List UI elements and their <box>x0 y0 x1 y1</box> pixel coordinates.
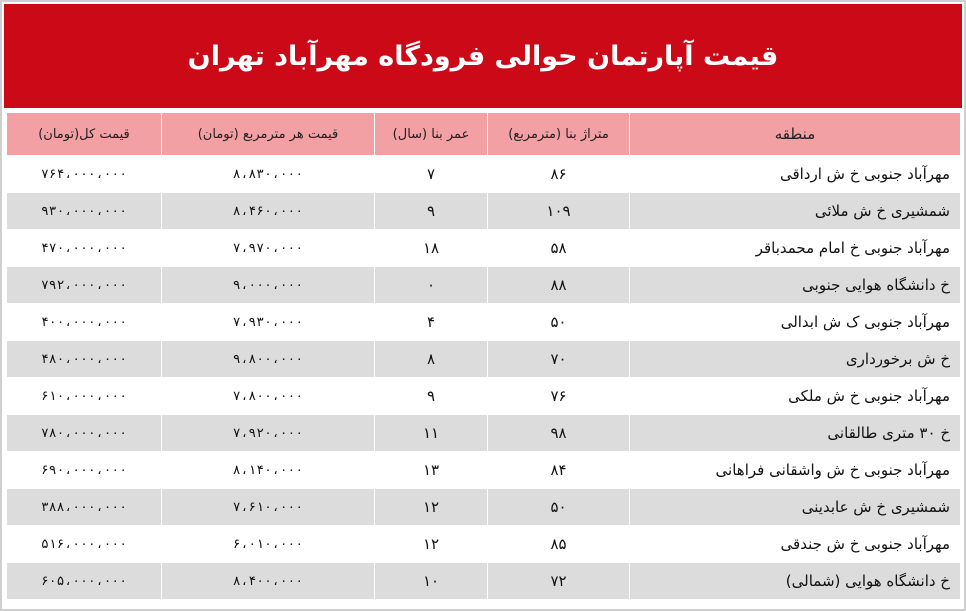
age-cell: ۹ <box>375 378 488 415</box>
table-row <box>7 526 961 563</box>
area-cell: خ ۳۰ متری طالقانی <box>630 415 961 452</box>
area-cell: خ دانشگاه هوایی (شمالی) <box>630 563 961 600</box>
age-cell: ۹ <box>375 193 488 230</box>
price-per-m2-cell: ۸،۴۶۰،۰۰۰ <box>162 193 375 230</box>
total-price-cell: ۶۹۰،۰۰۰،۰۰۰ <box>7 452 162 489</box>
area-cell: مهرآباد جنوبی ک ش ابدالی <box>630 304 961 341</box>
total-price-cell: ۷۶۴،۰۰۰،۰۰۰ <box>7 156 162 193</box>
area-cell: شمشیری خ ش ملائی <box>630 193 961 230</box>
price-per-m2-cell: ۷،۶۱۰،۰۰۰ <box>162 489 375 526</box>
total-price-cell: ۶۰۵،۰۰۰،۰۰۰ <box>7 563 162 600</box>
size-cell: ۸۵ <box>488 526 630 563</box>
total-price-cell: ۴۷۰،۰۰۰،۰۰۰ <box>7 230 162 267</box>
size-cell: ۸۸ <box>488 267 630 304</box>
table-row <box>7 489 961 526</box>
price-per-m2-cell: ۹،۰۰۰،۰۰۰ <box>162 267 375 304</box>
age-cell: ۱۳ <box>375 452 488 489</box>
total-price-cell: ۶۱۰،۰۰۰،۰۰۰ <box>7 378 162 415</box>
price-per-m2-cell: ۸،۱۴۰،۰۰۰ <box>162 452 375 489</box>
area-cell: مهرآباد جنوبی خ امام محمدباقر <box>630 230 961 267</box>
size-cell: ۷۰ <box>488 341 630 378</box>
size-cell: ۸۶ <box>488 156 630 193</box>
age-cell: ۱۱ <box>375 415 488 452</box>
table-header-row <box>7 113 961 156</box>
page-title: قیمت آپارتمان حوالی فرودگاه مهرآباد تهران <box>187 40 779 72</box>
header-size: متراژ بنا (مترمربع) <box>488 113 630 156</box>
table-row <box>7 304 961 341</box>
age-cell: ۱۲ <box>375 526 488 563</box>
table-row <box>7 267 961 304</box>
price-table <box>6 112 961 600</box>
total-price-cell: ۹۳۰،۰۰۰،۰۰۰ <box>7 193 162 230</box>
table-row <box>7 230 961 267</box>
total-price-cell: ۴۰۰،۰۰۰،۰۰۰ <box>7 304 162 341</box>
age-cell: ۰ <box>375 267 488 304</box>
age-cell: ۸ <box>375 341 488 378</box>
table-row <box>7 563 961 600</box>
header-age: عمر بنا (سال) <box>375 113 488 156</box>
price-per-m2-cell: ۸،۸۳۰،۰۰۰ <box>162 156 375 193</box>
area-cell: مهرآباد جنوبی خ ش ملکی <box>630 378 961 415</box>
size-cell: ۹۸ <box>488 415 630 452</box>
total-price-cell: ۷۸۰،۰۰۰،۰۰۰ <box>7 415 162 452</box>
size-cell: ۸۴ <box>488 452 630 489</box>
size-cell: ۷۲ <box>488 563 630 600</box>
table-row <box>7 452 961 489</box>
total-price-cell: ۴۸۰،۰۰۰،۰۰۰ <box>7 341 162 378</box>
table-row <box>7 341 961 378</box>
price-per-m2-cell: ۹،۸۰۰،۰۰۰ <box>162 341 375 378</box>
size-cell: ۷۶ <box>488 378 630 415</box>
title-bar <box>4 4 962 108</box>
size-cell: ۵۸ <box>488 230 630 267</box>
price-per-m2-cell: ۷،۹۷۰،۰۰۰ <box>162 230 375 267</box>
area-cell: شمشیری خ ش عابدینی <box>630 489 961 526</box>
age-cell: ۱۲ <box>375 489 488 526</box>
total-price-cell: ۳۸۸،۰۰۰،۰۰۰ <box>7 489 162 526</box>
total-price-cell: ۵۱۶،۰۰۰،۰۰۰ <box>7 526 162 563</box>
header-total-price: قیمت کل(تومان) <box>7 113 162 156</box>
price-per-m2-cell: ۷،۸۰۰،۰۰۰ <box>162 378 375 415</box>
area-cell: مهرآباد جنوبی خ ش جندقی <box>630 526 961 563</box>
price-per-m2-cell: ۷،۹۳۰،۰۰۰ <box>162 304 375 341</box>
price-per-m2-cell: ۶،۰۱۰،۰۰۰ <box>162 526 375 563</box>
area-cell: مهرآباد جنوبی خ ش واشقانی فراهانی <box>630 452 961 489</box>
price-per-m2-cell: ۷،۹۲۰،۰۰۰ <box>162 415 375 452</box>
age-cell: ۱۸ <box>375 230 488 267</box>
age-cell: ۷ <box>375 156 488 193</box>
price-per-m2-cell: ۸،۴۰۰،۰۰۰ <box>162 563 375 600</box>
table-body <box>7 156 961 600</box>
total-price-cell: ۷۹۲،۰۰۰،۰۰۰ <box>7 267 162 304</box>
table-row <box>7 193 961 230</box>
area-cell: خ دانشگاه هوایی جنوبی <box>630 267 961 304</box>
area-cell: خ ش برخورداری <box>630 341 961 378</box>
size-cell: ۵۰ <box>488 304 630 341</box>
size-cell: ۱۰۹ <box>488 193 630 230</box>
table-row <box>7 378 961 415</box>
header-area: منطقه <box>630 113 961 156</box>
age-cell: ۴ <box>375 304 488 341</box>
header-price-per-m2: قیمت هر مترمربع (تومان) <box>162 113 375 156</box>
table-row <box>7 156 961 193</box>
size-cell: ۵۰ <box>488 489 630 526</box>
age-cell: ۱۰ <box>375 563 488 600</box>
table-row <box>7 415 961 452</box>
area-cell: مهرآباد جنوبی خ ش ارداقی <box>630 156 961 193</box>
